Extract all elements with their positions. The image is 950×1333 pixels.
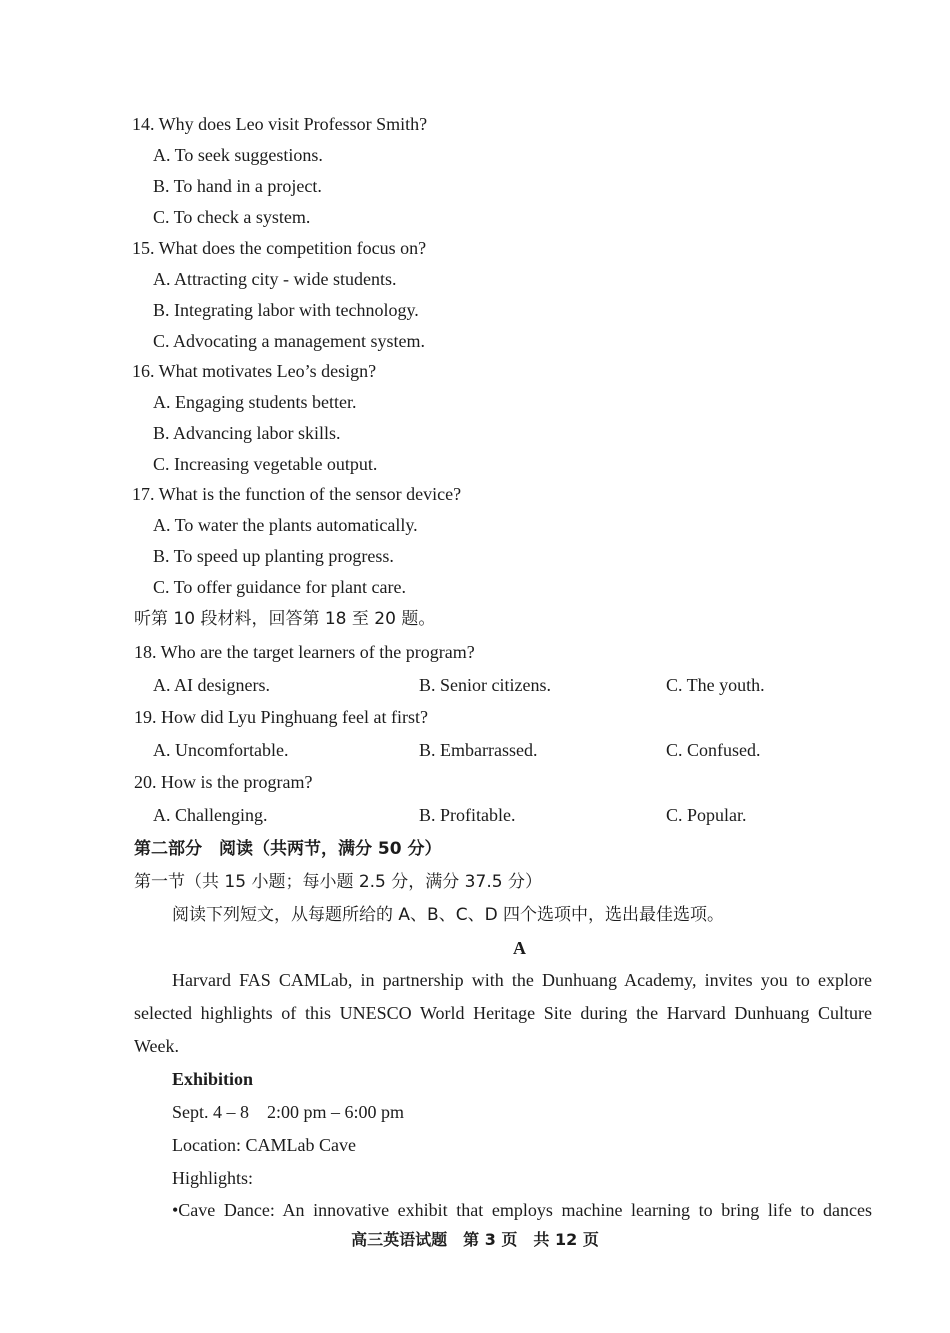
question-19: 19. How did Lyu Pinghuang feel at first? [134,707,428,727]
option-18c: C. The youth. [666,675,765,695]
highlights-label: Highlights: [172,1168,254,1188]
exhibition-location: Location: CAMLab Cave [172,1135,356,1155]
question-20: 20. How is the program? [134,772,313,792]
section-10-instruction: 听第 10 段材料，回答第 18 至 20 题。 [134,609,436,629]
option-14b: B. To hand in a project. [153,176,322,196]
option-14c: C. To check a system. [153,207,311,227]
option-20b: B. Profitable. [419,805,516,825]
option-19a: A. Uncomfortable. [153,740,289,760]
option-18a: A. AI designers. [153,675,270,695]
option-16b: B. Advancing labor skills. [153,423,341,443]
question-17: 17. What is the function of the sensor device? [132,484,462,504]
option-18b: B. Senior citizens. [419,675,551,695]
option-14a: A. To seek suggestions. [153,145,323,165]
exhibition-heading: Exhibition [172,1069,254,1089]
question-18: 18. Who are the target learners of the program? [134,642,475,662]
option-16a: A. Engaging students better. [153,392,357,412]
question-14: 14. Why does Leo visit Professor Smith? [132,114,428,134]
section-one-title: 第一节（共 15 小题；每小题 2.5 分，满分 37.5 分） [134,872,542,892]
option-15c: C. Advocating a management system. [153,331,425,351]
option-17b: B. To speed up planting progress. [153,546,394,566]
intro-line-3: Week. [134,1036,180,1056]
option-20a: A. Challenging. [153,805,268,825]
option-16c: C. Increasing vegetable output. [153,454,378,474]
exhibition-time: Sept. 4 – 8 2:00 pm – 6:00 pm [172,1102,405,1122]
highlight-bullet-cave-dance: •Cave Dance: An innovative exhibit that employs machine learning to bring life to dances [172,1200,872,1220]
option-17a: A. To water the plants automatically. [153,515,418,535]
page-footer: 高三英语试题 第 3 页 共 12 页 [351,1230,599,1249]
intro-line-2: selected highlights of this UNESCO World Heritage Site during the Harvard Dunhuang Culture [134,1003,872,1023]
question-15: 15. What does the competition focus on? [132,238,427,258]
option-15a: A. Attracting city - wide students. [153,269,397,289]
intro-line-1: Harvard FAS CAMLab, in partnership with the Dunhuang Academy, invites you to explore [172,970,872,990]
option-17c: C. To offer guidance for plant care. [153,577,406,597]
option-15b: B. Integrating labor with technology. [153,300,419,320]
option-19c: C. Confused. [666,740,761,760]
reading-instruction: 阅读下列短文，从每题所给的 A、B、C、D 四个选项中，选出最佳选项。 [172,905,725,925]
passage-label: A [513,938,526,958]
question-16: 16. What motivates Leo’s design? [132,361,377,381]
option-20c: C. Popular. [666,805,747,825]
part-two-title: 第二部分 阅读（共两节，满分 50 分） [134,839,442,859]
option-19b: B. Embarrassed. [419,740,538,760]
